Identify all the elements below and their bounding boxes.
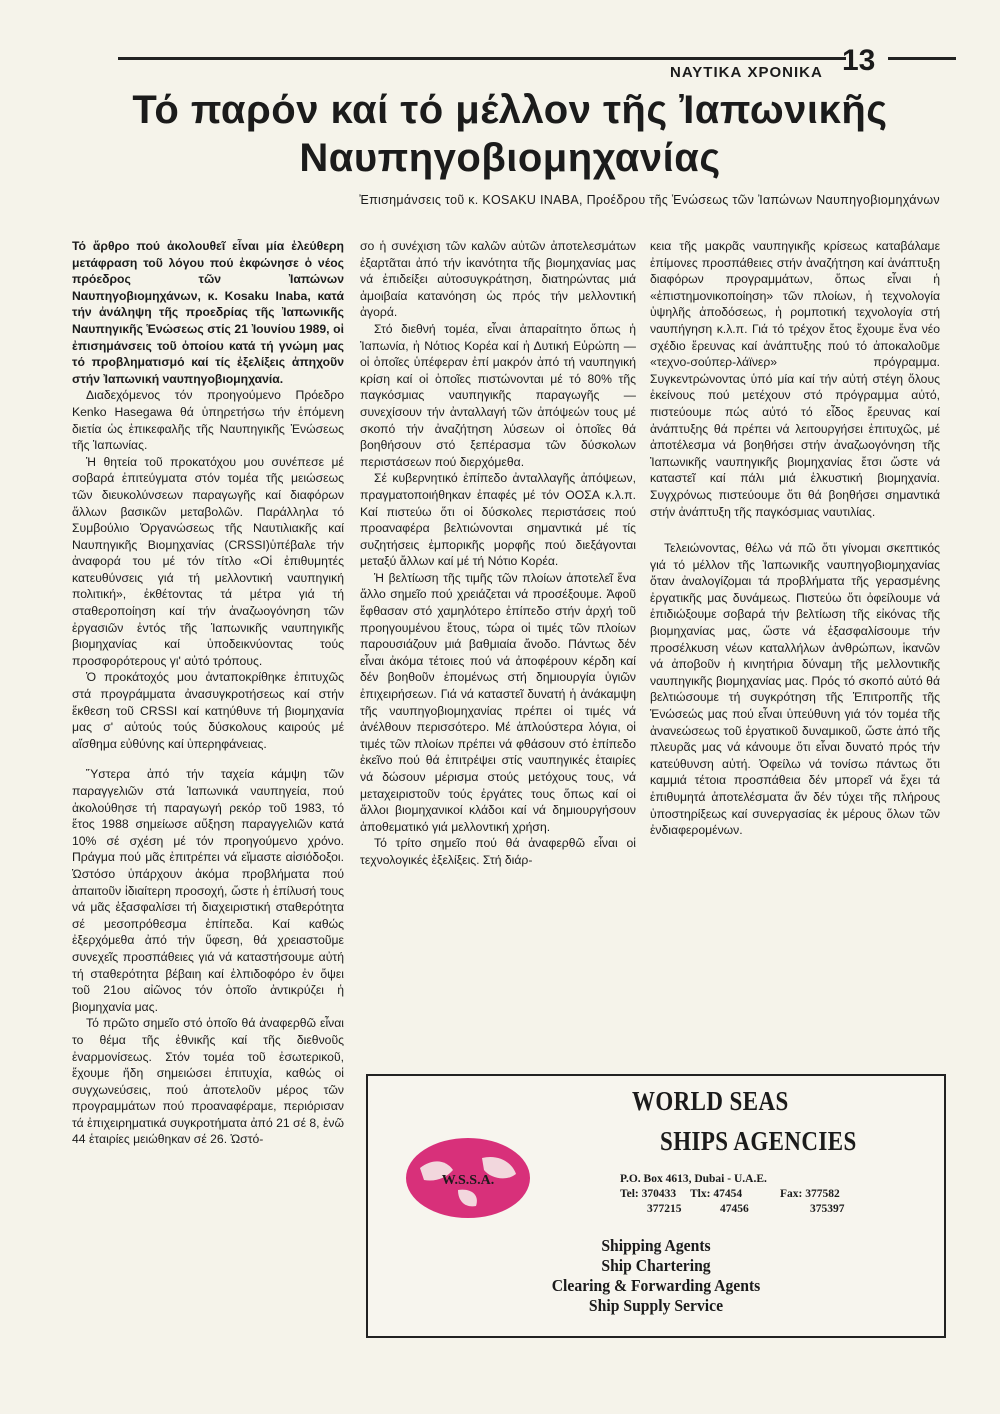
lead-paragraph: Τό ἄρθρο πού ἀκολουθεῖ εἶναι μία ἐλεύθερη μετάφραση τοῦ λόγου πού ἐκφώνησε ὁ νέος πρόεδρος τῶν Ἰαπώνων Ναυπηγοβιομηχάνων, κ. Kosaku Inaba, κατά τήν ἀνάληψη τῆς προεδρίας τῆς Ἰαπωνικῆς Ναυπηγικῆς Ἑνώσεως στίς 21 Ἰουνίου 1989, οἱ ἐπισημάνσεις τοῦ ὁποίου κατά τή γνώμη μας τό προβληματισμό καί τίς ἐξελίξεις ἀπηχοῦν στήν Ἰαπωνική ναυπηγοβιομηχανία.	[72, 239, 344, 386]
ad-service-item: Ship Supply Service	[588, 1296, 724, 1315]
tel-line-2: 377215	[647, 1203, 682, 1215]
header-rule-right	[888, 57, 956, 60]
tlx-line-1: Tlx: 47454	[690, 1188, 743, 1200]
paragraph: Τό τρίτο σημεῖο πού θά ἀναφερθῶ εἶναι οἱ τεχνολογικές ἐξελίξεις. Στή διάρ-	[360, 836, 636, 867]
article-title	[80, 86, 940, 182]
paragraph: Ἡ θητεία τοῦ προκατόχου μου συνέπεσε μέ σοβαρά ἐπιτεύγματα στόν τομέα τῆς μειώσεως τῶν διευκολύνσεων παραγωγῆς καί διαφόρων ἄλλων βασικῶν μεταβολῶν. Παράλληλα τό Συμβούλιο Ὀργανώσεως τῆς Ναυτιλιακῆς καί Ναυπηγικῆς Βιομηχανίας (CRSSI)ὑπέβαλε τήν ἀναφορά του μέ τόν τίτλο «Οἱ ἐπιθυμητές κατευθύνσεις γιά τή μελλοντική ναυπηγική πολιτική», ἐκθέτοντας τά μέτρα γιά τή σταθεροποίηση καί τήν ἀναζωογόνηση τῶν ἐργασιῶν ἐντός τῆς Ἰαπωνικῆς ναυπηγικῆς βιομηχανίας καί ὑποδεικνύοντας τούς προσφορότερους γι' αὐτό τρόπους.	[72, 454, 344, 668]
paragraph: σο ἡ συνέχιση τῶν καλῶν αὐτῶν ἀποτελεσμάτων ἐξαρτᾶται ἀπό τήν ἱκανότητα τῆς βιομηχανίας μας νά ἐπιδείξει αὐτοσυγκράτηση, διατηρώντας μιά ἀμοιβαία κατανόηση ὡς πρός τήν μελλοντική ἀγορά.	[360, 239, 636, 320]
fax-line-2: 375397	[810, 1203, 845, 1215]
paragraph: Διαδεχόμενος τόν προηγούμενο Πρόεδρο Kenko Hasegawa θά ὑπηρετήσω τήν ἑπόμενη διετία ὡς ἐπικεφαλῆς τῆς Ναυπηγικῆς Ἑνώσεως τῆς Ἰαπωνίας.	[72, 388, 344, 453]
ad-phone-row-1	[620, 1187, 910, 1202]
wssa-globe-logo	[398, 1128, 538, 1228]
publication-name: ΝΑΥΤΙΚΑ ΧΡΟΝΙΚΑ	[670, 64, 823, 81]
ad-title-line-2: SHIPS AGENCIES	[660, 1126, 857, 1156]
paragraph: κεια τῆς μακρᾶς ναυπηγικῆς κρίσεως καταβάλαμε ἐπίμονες προσπάθειες στήν ἀναζήτηση καί ἀνάπτυξη διαφόρων προγραμμάτων, ὅπως εἶναι ἡ «ἐπιστημονικοποίηση» τῶν πλοίων, ἡ τεχνολογία ὑψηλῆς ἀποδόσεως, ἡ ρομποτική τεχνολογία στή ναυπήγηση κ.λ.π. Γιά τό τρέχον ἔτος ἔχουμε ἕνα νέο σχέδιο ἔρευνας καί ἀνάπτυξης πού τό ἀποκαλοῦμε «τεχνο-σούπερ-λάϊνερ» πρόγραμμα. Συγκεντρώνοντας ὑπό μία καί τήν αὐτή στέγη ὅλους ἐκείνους πού μετέχουν στό πρόγραμμα αὐτό, πιστεύουμε πώς αὐτό τό εἶδος ἔρευνας καί ἀνάπτυξης θά πρέπει νά λειτουργήσει ἐπιτυχῶς, μέ ἀποτέλεσμα νά βοηθήσει στήν ἀναζωογόνηση τῆς Ἰαπωνικῆς ναυπηγικῆς βιομηχανίας ἔτσι ὥστε νά καταστεῖ καί πάλι μιά ἑλκυστική βιομηχανία. Συγχρόνως πιστεύουμε ὅτι θά βοηθήσει σημαντικά στήν ἀνάπτυξη τῆς παγκόσμιας ναυτιλίας.	[650, 239, 940, 519]
article-title-line-2: Ναυπηγοβιομηχανίας	[299, 136, 721, 180]
header-rule-left	[118, 57, 846, 60]
ad-phone-row-2	[620, 1202, 910, 1217]
ad-services-list	[368, 1236, 944, 1316]
tel-line-1: Tel: 370433	[620, 1188, 677, 1200]
article-subtitle: Ἐπισημάνσεις τοῦ κ. KOSAKU INABA, Προέδρου τῆς Ἑνώσεως τῶν Ἰαπώνων Ναυπηγοβιομηχάνων	[359, 193, 940, 207]
ad-title-line-1: WORLD SEAS	[632, 1086, 789, 1116]
paragraph: Τελειώνοντας, θέλω νά πῶ ὅτι γίνομαι σκεπτικός γιά τό μέλλον τῆς Ἰαπωνικῆς ναυπηγοβιομηχανίας ὅταν ἀναλογίζομαι τά προβλήματα τῆς γερασμένης ἐργατικῆς μας δυνάμεως. Πιστεύω ὅτι ὀφείλουμε νά ἐπιδιώξουμε σοβαρά τήν βελτίωση τῆς εἰκόνας τῆς βιομηχανίας μας, ὥστε νά ἐξασφαλίσουμε τήν προσέλκυση νέων καταλλήλων ἀνθρώπων, ἱκανῶν νά ἀποβοῦν ἡ κινητήρια δύναμη τῆς μελλοντικῆς ναυπηγικῆς βιομηχανίας μας. Πρός τό σκοπό αὐτό θά βελτιώσουμε τή συγκρότηση τῆς Ἐπιτροπῆς τῆς Ἑνώσεώς μας πού εἶναι ὑπεύθυνη γιά τόν τομέα τῆς ἀνανεώσεως τοῦ ἐργατικοῦ δυναμικοῦ, ὥστε ἀπό τῆς πλευρᾶς μας νά κάνουμε ὅτι εἶναι δυνατό πρός τήν κατεύθυνση αὐτή. Ὀφείλω νά τονίσω πάντως ὅτι καμμιά τέτοια προσπάθεια δέν μπορεῖ νά ἔχει τά ἐπιθυμητά ἀποτελέσματα ἄν δέν τύχει τῆς πλήρους ὑποστηρίξεως καί συνεργασίας ἐκ μέρους ὅλων τῶν ἐνδιαφερομένων.	[650, 541, 940, 838]
page-number: 13	[842, 44, 876, 77]
fax-line-1: Fax: 377582	[780, 1188, 840, 1200]
column-3	[650, 238, 940, 839]
ad-service-item: Clearing & Forwarding Agents	[551, 1276, 761, 1295]
paragraph: Ὁ προκάτοχός μου ἀνταποκρίθηκε ἐπιτυχῶς στά προγράμματα ἀνασυγκροτήσεως καί στήν ἔκθεση τοῦ CRSSI καί κατηύθυνε τή βιομηχανία μας σ' αὐτούς τούς δύσκολους καιρούς μέ αἴσθημα εὐθύνης καί ὑπερηφάνειας.	[72, 670, 344, 751]
ad-contact-block	[620, 1172, 910, 1217]
column-2	[360, 238, 636, 869]
paragraph: Σέ κυβερνητικό ἐπίπεδο ἀνταλλαγῆς ἀπόψεων, πραγματοποιήθηκαν ἐπαφές μέ τόν ΟΟΣΑ κ.λ.π. Καί πιστεύω ὅτι οἱ δύσκολες περιστάσεις πού προαναφέρα βελτιώνονται σημαντικά μέ τίς συζητήσεις ἐμπορικῆς μορφῆς πού διεξάγονται μεταξύ ἄλλων καί μέ τή Νότιο Κορέα.	[360, 471, 636, 569]
paragraph: Ὕστερα ἀπό τήν ταχεία κάμψη τῶν παραγγελιῶν στά Ἰαπωνικά ναυπηγεία, πού ἀκολούθησε τή παραγωγή ρεκόρ τοῦ 1983, τό ἔτος 1988 σημείωσε αὔξηση παραγγελιῶν κατά 10% σέ σχέση μέ τόν προηγούμενο χρόνο. Πράγμα πού μᾶς ἐπιτρέπει νά εἴμαστε αἰσιόδοξοι. Ὡστόσο ὑπάρχουν ἀκόμα προβλήματα πού ἀπαιτοῦν ἰδιαίτερη προσοχή, ὥστε ἡ ἐπίλυσή τους νά μᾶς ἐξασφαλίσει τή διαχειριστική σταθερότητα σέ μεσοπρόθεσμα ἐπίπεδα. Καί καθώς ἐξερχόμεθα ἀπό τήν ὕφεση, θά χρειαστοῦμε συνεχεῖς προσπάθειες γιά νά καταστήσουμε αὐτή τή σταθερότητα βέβαιη καί ἐλπιδοφόρο ἐν ὄψει τοῦ 21ου αἰῶνος τόν ὁποῖο ἀντικρύζει ἡ βιομηχανία μας.	[72, 767, 344, 1014]
article-title-line-1: Τό παρόν καί τό μέλλον τῆς Ἰαπωνικῆς	[132, 88, 888, 132]
ad-address: P.O. Box 4613, Dubai - U.A.E.	[620, 1173, 767, 1185]
ad-service-item: Ship Chartering	[601, 1256, 711, 1275]
ad-service-item: Shipping Agents	[601, 1236, 711, 1255]
tlx-line-2: 47456	[720, 1203, 749, 1215]
advertisement-box	[366, 1074, 946, 1338]
logo-text: W.S.S.A.	[441, 1173, 495, 1188]
paragraph: Τό πρῶτο σημεῖο στό ὁποῖο θά ἀναφερθῶ εἶναι το θέμα τῆς ἐθνικῆς καί τῆς διεθνοῦς ἐναρμονίσεως. Στόν τομέα τοῦ ἐσωτερικοῦ, ἔχουμε ἤδη σημειώσει ἐπιτυχία, καθώς οἱ συγχωνεύσεις, πού ἀποτελοῦν μέρος τῶν προγραμμάτων πού προαναφέραμε, περιόρισαν τά ἐπιχειρηματικά συγκροτήματα ἀπό 21 σέ 8, ἐνῶ 44 ἑταιρίες μειώθηκαν σέ 26. Ὡστό-	[72, 1016, 344, 1147]
column-1	[72, 238, 344, 1148]
paragraph: Ἡ βελτίωση τῆς τιμῆς τῶν πλοίων ἀποτελεῖ ἕνα ἄλλο σημεῖο πού χρειάζεται νά προσέξουμε. Ἀφοῦ ἔφθασαν στό χαμηλότερο ἐπίπεδο στήν ἀρχή τοῦ προηγουμένου ἔτους, τώρα οἱ τιμές τῶν πλοίων παρουσιάζουν μιά βαθμιαία ἄνοδο. Πάντως δέν εἶναι ἀκόμα τέτοιες πού νά ἀποφέρουν κέρδη καί δέν βοηθοῦν ἑπομένως στή δημιουργία ὑγιῶν ἐπιχειρήσεων. Γιά νά καταστεῖ δυνατή ἡ ἀνάκαμψη τῆς ναυπηγοβιομηχανίας πρέπει οἱ τιμές νά ἀνέλθουν περισσότερο. Μέ ἁπλούστερα λόγια, οἱ τιμές τῶν πλοίων πρέπει νά φθάσουν στό ἐπίπεδο ἐκεῖνο πού θά ἐπιτρέψει στίς ναυπηγικές ἑταιρίες νά δώσουν μέρισμα στούς μετόχους τους, νά μεταχειριστοῦν τούς ἐργάτες τους ὅπως καί οἱ ἄλλοι βιομηχανικοί κλάδοι καί νά δημιουργήσουν ἀποθεματικό γιά μελλοντική χρήση.	[360, 570, 636, 834]
paragraph: Στό διεθνή τομέα, εἶναι ἀπαραίτητο ὅπως ἡ Ἰαπωνία, ἡ Νότιος Κορέα καί ἡ Δυτική Εὐρώπη — οἱ ὁποῖες ὑπέφεραν ἐπί μακρόν ἀπό τή ναυπηγική κρίση καί οἱ ὁποῖες πιστώνονται μέ τό 80% τῆς παγκόσμιας ναυπηγικῆς παραγωγῆς — συνεχίσουν τήν ἀνταλλαγή τῶν ἀπόψεών τους μέ σκοπό τήν ἀναζήτηση λύσεων οἱ ὁποῖες θά βοηθήσουν στό ξεπέρασμα τῶν δύσκολων περιστάσεων πού διερχόμεθα.	[360, 321, 636, 469]
